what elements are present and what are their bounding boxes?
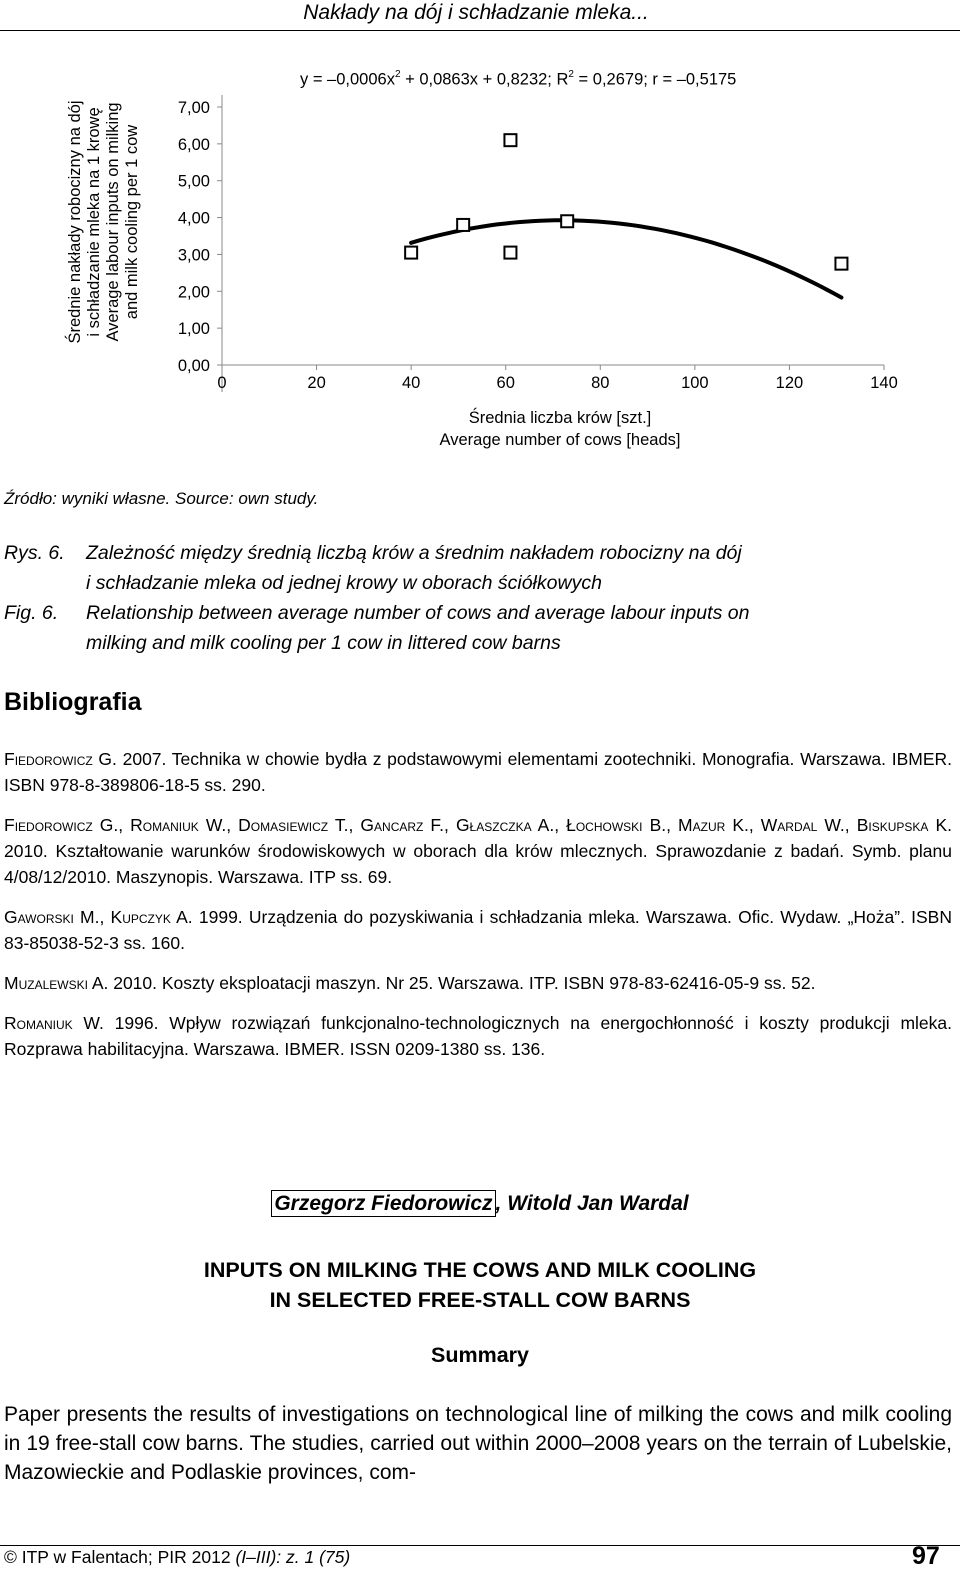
equation-exponent: 2 xyxy=(568,69,574,80)
running-header: Nakłady na dój i schładzanie mleka... xyxy=(303,1,649,24)
bibliography-heading: Bibliografia xyxy=(4,688,142,716)
x-tick-label: 100 xyxy=(681,374,709,392)
data-point xyxy=(504,134,516,146)
y-tick-label: 6,00 xyxy=(177,135,210,154)
author-secondary: , Witold Jan Wardal xyxy=(495,1192,689,1215)
reference-authors: Fiedorowicz G. xyxy=(4,749,117,769)
reference-text: 2010. Koszty eksploatacji maszyn. Nr 25. Warszawa. ITP. ISBN 978-83-62416-05-9 ss. 52. xyxy=(108,973,816,993)
equation-exponent: 2 xyxy=(394,69,401,80)
x-tick-label: 40 xyxy=(401,374,421,392)
data-point xyxy=(405,247,417,259)
y-tick-label: 7,00 xyxy=(177,99,210,117)
summary-heading: Summary xyxy=(431,1343,529,1367)
y-tick-label: 0,00 xyxy=(177,357,210,375)
summary-text: Paper presents the results of investigations on technological line of milking the cows and milk cooling in 19 free-stall cow barns. The studies, carried out within 2000–2008 years on the terrain of Lubelskie, Mazowieckie and Podlaskie provinces, com- xyxy=(4,1403,952,1484)
reference-authors: Fiedorowicz G., Romaniuk W., Domasiewicz T., Gancarz F., Głaszczka A., Łochowski B., Mazur K., Wardal W., Biskupska K. xyxy=(4,815,952,835)
scatter-chart xyxy=(0,0,960,420)
footer-citation xyxy=(4,1547,350,1568)
data-point xyxy=(835,258,847,270)
reference-text: 1996. Wpływ rozwiązań funkcjonalno-technologicznych na energochłonność i koszty produkcji mleka. Rozprawa habilitacyjna. Warszawa. IBMER. ISSN 0209-1380 ss. 136. xyxy=(4,1013,953,1059)
x-tick-label: 140 xyxy=(870,374,898,392)
reference-text: 2007. Technika w chowie bydła z podstawowymi elementami zootechniki. Monografia. Warszawa. IBMER. ISBN 978-8-389806-18-5 ss. 290. xyxy=(4,749,952,795)
caption-text: Zależność między średnią liczbą krów a średnim nakładem robocizny na dój xyxy=(86,542,742,564)
summary-title-line: INPUTS ON MILKING THE COWS AND MILK COOLING xyxy=(203,1258,757,1282)
source-note: Źródło: wyniki własne. Source: own study. xyxy=(4,489,319,508)
author-primary: Grzegorz Fiedorowicz xyxy=(271,1190,495,1217)
summary-title-line: IN SELECTED FREE-STALL COW BARNS xyxy=(269,1288,691,1312)
reference-authors: Muzalewski A. xyxy=(4,973,109,993)
reference-item xyxy=(4,970,952,996)
x-tick-label: 20 xyxy=(307,374,326,392)
x-tick-label: 0 xyxy=(217,374,227,392)
figure-caption-en xyxy=(4,598,956,658)
x-axis-label-line: Średnia liczba krów [szt.] xyxy=(468,409,652,427)
caption-label: Rys. 6. xyxy=(4,542,65,564)
reference-text: 1999. Urządzenia do pozyskiwania i schładzania mleka. Warszawa. Ofic. Wydaw. „Hoża”. ISBN 83-85038-52-3 ss. 160. xyxy=(4,907,952,953)
equation-part: = 0,2679; r = –0,5175 xyxy=(573,70,737,89)
reference-list xyxy=(4,746,952,1076)
x-tick-label: 60 xyxy=(496,374,515,392)
footer-issue: (I–III): z. 1 (75) xyxy=(235,1547,351,1567)
footer-publisher: © ITP w Falentach; PIR 2012 xyxy=(4,1547,236,1567)
equation-part: + 0,0863x + 0,8232; R xyxy=(400,70,569,89)
summary-title xyxy=(0,1255,960,1315)
y-axis-label-line: Average labour inputs on milking xyxy=(104,102,122,342)
caption-text: milking and milk cooling per 1 cow in littered cow barns xyxy=(86,632,561,654)
x-tick-label: 120 xyxy=(775,374,804,392)
footer-rule xyxy=(0,1545,960,1546)
reference-item xyxy=(4,746,952,798)
y-tick-label: 2,00 xyxy=(177,283,210,302)
summary-authors xyxy=(0,1192,960,1216)
y-axis-label-line: Średnie nakłady robocizny na dój xyxy=(66,100,84,344)
y-axis-label-line: and milk cooling per 1 cow xyxy=(123,124,141,320)
reference-item xyxy=(4,904,952,956)
x-tick-label: 80 xyxy=(591,374,610,392)
reference-item xyxy=(4,812,952,890)
caption-text: Relationship between average number of cows and average labour inputs on xyxy=(86,602,750,624)
x-axis-label-line: Average number of cows [heads] xyxy=(439,431,681,449)
y-tick-label: 4,00 xyxy=(177,209,210,228)
data-point xyxy=(504,247,516,259)
reference-text: 2010. Kształtowanie warunków środowiskowych w oborach dla krów mlecznych. Sprawozdanie z badań. Symb. planu 4/08/12/2010. Maszynopis. Warszawa. ITP ss. 69. xyxy=(4,841,952,887)
y-axis-label-line: i schładzanie mleka na 1 krowę xyxy=(85,107,103,337)
caption-label: Fig. 6. xyxy=(4,602,59,624)
caption-text: i schładzanie mleka od jednej krowy w oborach ściółkowych xyxy=(86,572,602,594)
figure-caption-pl xyxy=(4,538,956,598)
trendline xyxy=(411,220,841,297)
y-tick-label: 1,00 xyxy=(177,320,210,339)
x-axis-label xyxy=(380,407,740,451)
equation-part: y = –0,0006x xyxy=(300,70,395,89)
reference-item xyxy=(4,1010,952,1062)
data-point xyxy=(561,215,573,227)
y-tick-label: 3,00 xyxy=(177,246,210,265)
y-tick-label: 5,00 xyxy=(177,172,210,191)
reference-authors: Gaworski M., Kupczyk A. xyxy=(4,907,193,927)
page-number: 97 xyxy=(912,1542,940,1570)
reference-authors: Romaniuk W. xyxy=(4,1013,104,1033)
data-point xyxy=(457,219,469,231)
